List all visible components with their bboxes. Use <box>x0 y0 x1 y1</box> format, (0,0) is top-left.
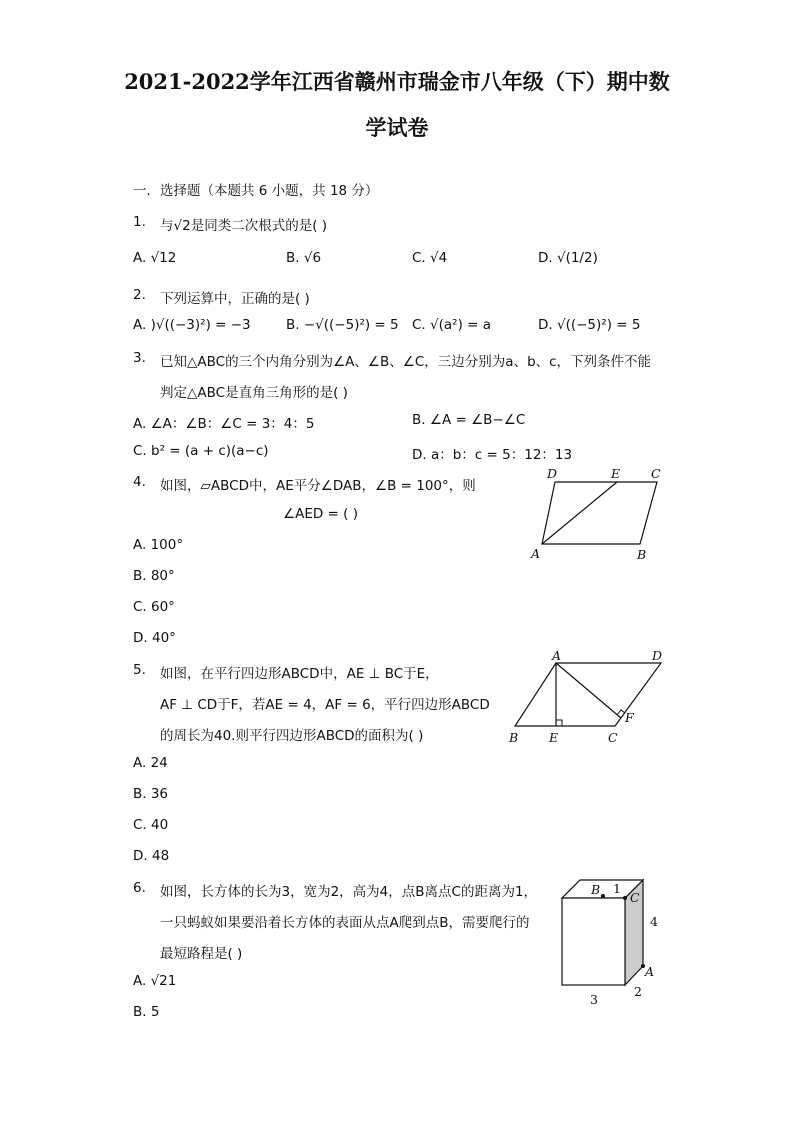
label-e: E <box>611 466 621 481</box>
label-d: D <box>652 648 663 663</box>
q5-option-b: B. 36 <box>133 786 169 802</box>
q2-text: 下列运算中，正确的是( ) <box>160 291 310 307</box>
paper-title-line1: 2021-2022学年江西省赣州市瑞金市八年级（下）期中数 <box>124 69 670 94</box>
q4-figure <box>525 460 675 570</box>
q4-option-c: C. 60° <box>133 599 175 615</box>
q6-text-line3: 最短路程是( ) <box>160 946 243 962</box>
q4-text-line2: ∠AED = ( ) <box>283 506 358 522</box>
q2-option-d: D. √((−5)²) = 5 <box>538 317 641 333</box>
q5-number: 5. <box>133 662 146 678</box>
q2-option-b: B. −√((−5)²) = 5 <box>286 317 399 333</box>
q5-text-line1: 如图，在平行四边形ABCD中，AE ⊥ BC于E， <box>160 666 439 682</box>
q5-option-a: A. 24 <box>133 755 168 771</box>
label-b: B <box>509 730 519 745</box>
q4-number: 4. <box>133 474 146 490</box>
right-angle-mark-e <box>556 720 562 726</box>
q2-option-c: C. √(a²) = a <box>412 317 491 333</box>
q5-text-line3: 的周长为40.则平行四边形ABCD的面积为( ) <box>160 728 424 744</box>
q1-number: 1. <box>133 214 146 230</box>
label-width-2: 2 <box>634 984 642 999</box>
q6-number: 6. <box>133 880 146 896</box>
label-c: C <box>630 890 640 905</box>
altitude-af <box>556 663 621 718</box>
q3-number: 3. <box>133 350 146 366</box>
q2-number: 2. <box>133 287 146 303</box>
point-c <box>623 896 627 900</box>
label-length-1: 1 <box>613 881 621 896</box>
q5-figure <box>500 648 675 748</box>
label-a: A <box>645 964 655 979</box>
q1-option-c: C. √4 <box>412 250 448 266</box>
q1-text: 与√2是同类二次根式的是( ) <box>160 218 328 234</box>
point-b <box>601 894 605 898</box>
q3-option-b: B. ∠A = ∠B−∠C <box>412 412 526 428</box>
q6-text-line1: 如图，长方体的长为3，宽为2，高为4，点B离点C的距离为1， <box>160 884 538 900</box>
label-length-3: 3 <box>590 992 598 1007</box>
q4-option-a: A. 100° <box>133 537 184 553</box>
label-a: A <box>552 648 562 663</box>
label-f: F <box>625 710 634 725</box>
q1-option-d: D. √(1/2) <box>538 250 598 266</box>
paper-title-line2: 学试卷 <box>365 115 429 140</box>
parallelogram-abcd <box>515 663 661 726</box>
q5-option-d: D. 48 <box>133 848 170 864</box>
label-height-4: 4 <box>650 914 658 929</box>
q1-option-b: B. √6 <box>286 250 322 266</box>
label-c: C <box>608 730 618 745</box>
label-a: A <box>531 546 541 561</box>
q3-text-line2: 判定△ABC是直角三角形的是( ) <box>160 385 348 401</box>
q6-option-b: B. 5 <box>133 1004 160 1020</box>
q1-option-a: A. √12 <box>133 250 177 266</box>
label-b: B <box>591 882 601 897</box>
q6-figure <box>550 868 670 1013</box>
q2-option-a: A. )√((−3)²) = −3 <box>133 317 251 333</box>
parallelogram-abcd <box>542 482 657 544</box>
q5-option-c: C. 40 <box>133 817 169 833</box>
q6-option-a: A. √21 <box>133 973 177 989</box>
q3-text-line1: 已知△ABC的三个内角分别为∠A、∠B、∠C，三边分别为a、b、c，下列条件不能 <box>160 354 652 370</box>
q4-text-line1: 如图，▱ABCD中，AE平分∠DAB，∠B = 100°，则 <box>160 478 476 494</box>
label-c: C <box>651 466 661 481</box>
q3-option-d: D. a：b：c = 5：12：13 <box>412 447 573 463</box>
label-e: E <box>549 730 559 745</box>
q4-option-b: B. 80° <box>133 568 175 584</box>
label-d: D <box>547 466 558 481</box>
q5-text-line2: AF ⊥ CD于F，若AE = 4，AF = 6，平行四边形ABCD <box>160 697 490 713</box>
q4-option-d: D. 40° <box>133 630 176 646</box>
q3-option-c: C. b² = (a + c)(a−c) <box>133 443 269 459</box>
cuboid-front-face <box>562 898 625 985</box>
label-b: B <box>637 547 647 562</box>
q6-text-line2: 一只蚂蚁如果要沿着长方体的表面从点A爬到点B，需要爬行的 <box>160 915 530 931</box>
section-heading: 一．选择题（本题共 6 小题，共 18 分） <box>133 183 379 199</box>
q3-option-a: A. ∠A：∠B：∠C = 3：4：5 <box>133 416 315 432</box>
